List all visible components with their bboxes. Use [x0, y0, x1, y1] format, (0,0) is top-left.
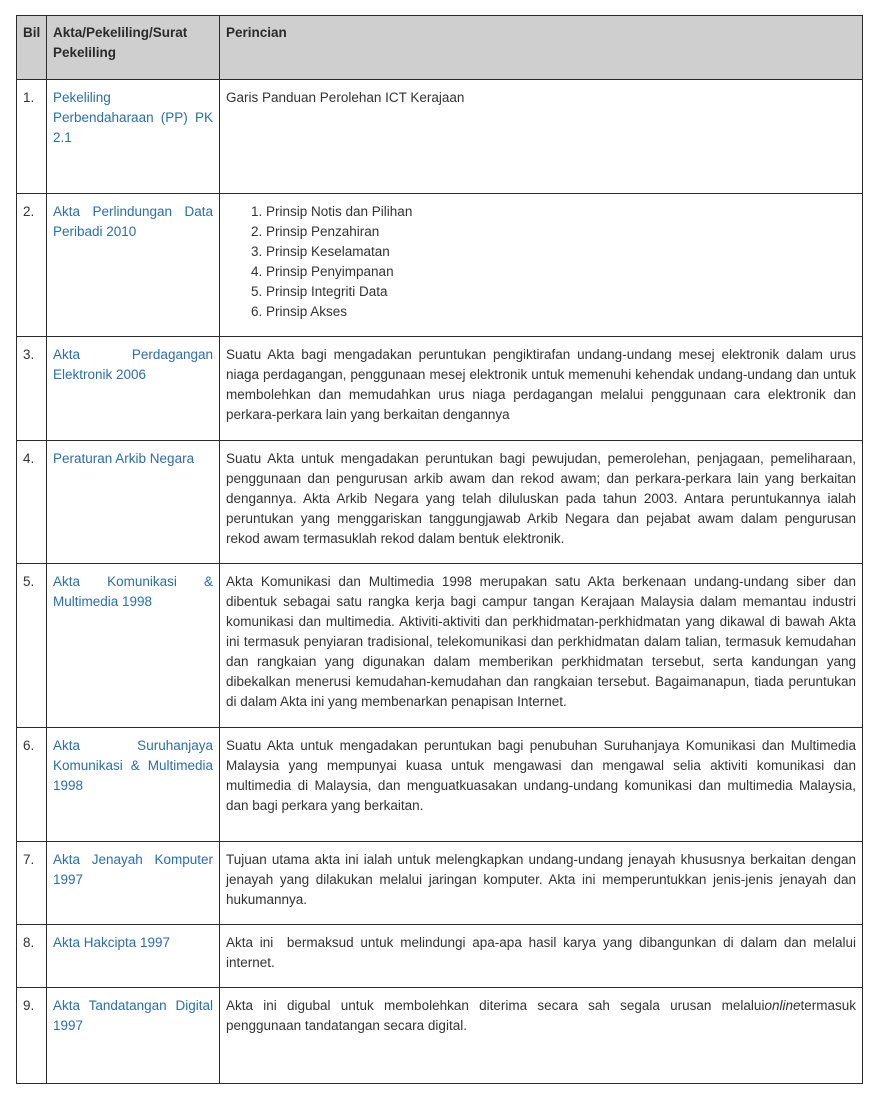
akta-link[interactable]: Akta Suruhanjaya Komunikasi & Multimedia 1998: [47, 728, 220, 842]
row-number: 7.: [17, 842, 47, 925]
list-item: 5. Prinsip Integriti Data: [266, 282, 856, 302]
table-row: [17, 925, 863, 988]
table-row: [17, 337, 863, 441]
akta-link[interactable]: Akta Hakcipta 1997: [47, 925, 220, 988]
table-row: [17, 988, 863, 1084]
header-bil: Bil: [17, 16, 47, 80]
row-description: Suatu Akta untuk mengadakan peruntukan bagi pewujudan, pemerolehan, penjagaan, pemeliharaan, penggunaan dan pengurusan arkib awam dan rekod awam; dan perkara-perkara lain yang berkaitan dengannya. Akta Arkib Negara yang telah diluluskan pada tahun 2003. Antara peruntukannya ialah peruntukan yang menggariskan tanggungjawab Arkib Negara dan pejabat awam dalam pengurusan rekod awam termasuklah rekod dalam bentuk elektronik.: [220, 441, 863, 564]
row-number: 3.: [17, 337, 47, 441]
table-row: [17, 80, 863, 194]
list-item: 4. Prinsip Penyimpanan: [266, 262, 856, 282]
table-row: [17, 564, 863, 728]
description-text: termasuk penggunaan tandatangan secara digital.: [226, 998, 856, 1033]
list-item: 6. Prinsip Akses: [266, 302, 856, 322]
description-text: Akta ini digubal untuk membolehkan diterima secara sah segala urusan melalui: [226, 998, 765, 1013]
header-akta: Akta/Pekeliling/Surat Pekeliling: [47, 16, 220, 80]
akta-link[interactable]: Akta Jenayah Komputer 1997: [47, 842, 220, 925]
principle-list: [226, 202, 856, 322]
row-number: 5.: [17, 564, 47, 728]
row-number: 2.: [17, 194, 47, 337]
list-item: 1. Prinsip Notis dan Pilihan: [266, 202, 856, 222]
list-item: 3. Prinsip Keselamatan: [266, 242, 856, 262]
row-number: 8.: [17, 925, 47, 988]
akta-link[interactable]: Peraturan Arkib Negara: [47, 441, 220, 564]
row-description: Garis Panduan Perolehan ICT Kerajaan: [220, 80, 863, 194]
akta-link[interactable]: Akta Perdagangan Elektronik 2006: [47, 337, 220, 441]
row-number: 1.: [17, 80, 47, 194]
header-perincian: Perincian: [220, 16, 863, 80]
list-item: 2. Prinsip Penzahiran: [266, 222, 856, 242]
row-description: Akta Komunikasi dan Multimedia 1998 merupakan satu Akta berkenaan undang-undang siber dan dibentuk sebagai satu rangka kerja bagi campur tangan Kerajaan Malaysia dalam memantau industri komunikasi dan multimedia. Aktiviti-aktiviti dan perkhidmatan-perkhidmatan yang dikawal di bawah Akta ini termasuk penyiaran tradisional, telekomunikasi dan perkhidmatan dalam talian, termasuk kemudahan dan rangkaian yang digunakan dalam memberikan perkhidmatan tersebut, serta kandungan yang dibekalkan menerusi kemudahan-kemudahan dan rangkaian tersebut. Bagaimanapun, tiada peruntukan di dalam Akta ini yang membenarkan penapisan Internet.: [220, 564, 863, 728]
row-number: 9.: [17, 988, 47, 1084]
akta-link[interactable]: Akta Perlindungan Data Peribadi 2010: [47, 194, 220, 337]
legislation-table: [16, 15, 863, 1084]
row-description: Tujuan utama akta ini ialah untuk melengkapkan undang-undang jenayah khususnya berkaitan dengan jenayah yang dilakukan melalui jaringan komputer. Akta ini memperuntukkan jenis-jenis jenayah dan hukumannya.: [220, 842, 863, 925]
akta-link[interactable]: Akta Komunikasi & Multimedia 1998: [47, 564, 220, 728]
akta-link[interactable]: Pekeliling Perbendaharaan (PP) PK 2.1: [47, 80, 220, 194]
table-row: [17, 441, 863, 564]
row-number: 6.: [17, 728, 47, 842]
table-row: [17, 842, 863, 925]
row-description: [220, 194, 863, 337]
akta-link[interactable]: Akta Tandatangan Digital 1997: [47, 988, 220, 1084]
row-description: Akta ini bermaksud untuk melindungi apa-apa hasil karya yang dibangunkan di dalam dan melalui internet.: [220, 925, 863, 988]
table-row: [17, 728, 863, 842]
table-row: [17, 194, 863, 337]
row-number: 4.: [17, 441, 47, 564]
row-description: Suatu Akta untuk mengadakan peruntukan bagi penubuhan Suruhanjaya Komunikasi dan Multimedia Malaysia yang mempunyai kuasa untuk mengawasi dan mengawal selia aktiviti komunikasi dan multimedia di Malaysia, dan menguatkuasakan undang-undang komunikasi dan multimedia Malaysia, dan bagi perkara yang berkaitan.: [220, 728, 863, 842]
row-description: [220, 988, 863, 1084]
description-emphasis: online: [764, 998, 801, 1013]
table-header-row: [17, 16, 863, 80]
row-description: Suatu Akta bagi mengadakan peruntukan pengiktirafan undang-undang mesej elektronik dalam urus niaga perdagangan, penggunaan mesej elektronik untuk memenuhi kehendak undang-undang dan untuk membolehkan dan memudahkan urus niaga perdagangan melalui penggunaan cara elektronik dan perkara-perkara lain yang berkaitan dengannya: [220, 337, 863, 441]
